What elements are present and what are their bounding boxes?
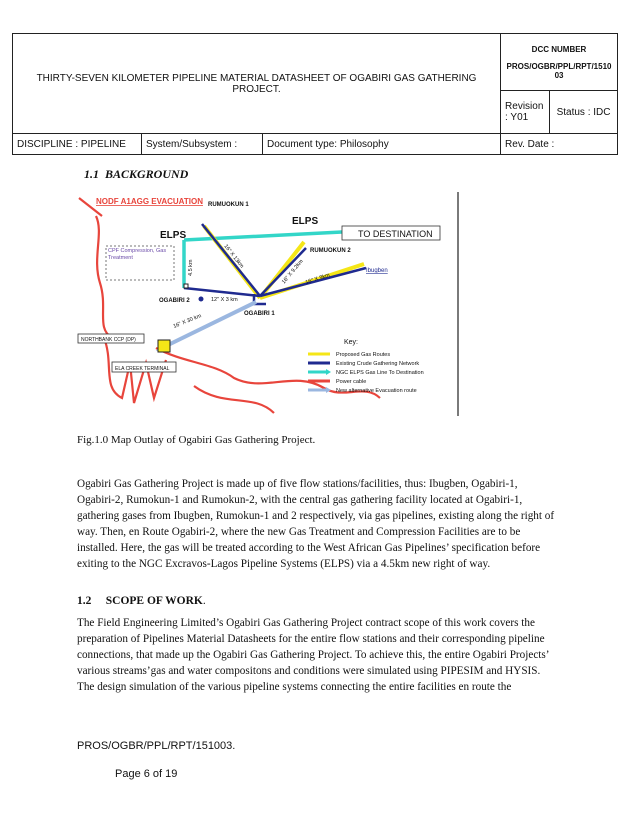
map-title: NODF A1AGG EVACUATION [96, 197, 203, 206]
label-cpf: CPF Compression, Gas Treatment [108, 248, 167, 261]
legend-arrow-alternative [326, 387, 331, 393]
document-header [12, 33, 618, 155]
label-ogabiri1: OGABIRI 1 [244, 311, 275, 317]
dcc-label: DCC NUMBER [531, 44, 587, 54]
label-ela-creek: ELA CREEK TERMINAL [115, 366, 170, 372]
section-heading-scope [77, 595, 206, 607]
scope-title: SCOPE OF WORK [105, 595, 203, 607]
label-destination: TO DESTINATION [358, 229, 433, 239]
legend-label-alternative: New alternative Evacuation route [336, 388, 417, 394]
label-ogabiri2: OGABIRI 2 [159, 298, 190, 304]
label-rumuokun2: RUMUOKUN 2 [310, 248, 351, 254]
system-cell: System/Subsystem : [142, 134, 263, 155]
label-dist-5: 16" X 30 km [172, 313, 203, 330]
legend-label-proposed: Proposed Gas Routes [336, 352, 391, 358]
legend-title: Key: [344, 339, 359, 346]
scope-number: 1.2 [77, 595, 92, 607]
figure-caption: Fig.1.0 Map Outlay of Ogabiri Gas Gathering Project. [77, 434, 316, 446]
legend-label-ngc: NGC ELPS Gas Line To Destination [336, 370, 424, 376]
label-dist-1: 16" X 13km [222, 243, 245, 270]
cpf-marker [184, 284, 188, 288]
scope-dot: . [202, 595, 206, 607]
label-dist-3: 16" X 9km [304, 272, 331, 286]
map-figure [74, 188, 470, 420]
label-dist-2: 16" X 9.2km [280, 258, 305, 286]
doc-type-cell: Document type: Philosophy [263, 134, 501, 155]
legend-label-power: Power cable [336, 379, 367, 385]
label-northbank: NORTHBANK CCP (DP) [81, 337, 136, 343]
section-heading-background: 1.1 BACKGROUND [84, 167, 189, 181]
document-title: THIRTY-SEVEN KILOMETER PIPELINE MATERIAL DATASHEET OF OGABIRI GAS GATHERING PROJECT. [13, 34, 501, 134]
label-dist-4: 12" X 3 km [211, 297, 238, 303]
footer-page-number: Page 6 of 19 [115, 768, 178, 780]
ogabiri2-marker [199, 297, 204, 302]
label-ibugben: Ibugben [366, 268, 388, 274]
scope-paragraph: The Field Engineering Limited’s Ogabiri Gas Gathering Project contract scope of this work covers the preparation of Pipelines Material Datasheets for the entire flow stations and their corresponding pipeline connections, that made up the Ogabiri Gas Gathering Project. To achieve this, the entire Ogabiri Projects’ various streams’gas and water compositons and conditions were simulated using PIPESIM and HYSIS. The design simulation of the various pipeline systems connecting the entire facilities en route the [77, 617, 549, 693]
rev-date-cell: Rev. Date : [501, 134, 618, 155]
dcc-value: PROS/OGBR/PPL/RPT/151003 [506, 61, 612, 80]
map-legend [308, 339, 424, 394]
revision-cell: Revision : Y01 [501, 91, 550, 134]
dcc-number-cell [501, 34, 618, 91]
background-paragraph: Ogabiri Gas Gathering Project is made up of five flow stations/facilities, thus: Ibugben, Ogabiri-1, Ogabiri-2, Rumokun-1 and Rumokun-2, with the central gas gathering facility located at Ogabiri-1, gathering gases from Ibugben, Rumokun-1 and 2 respectively, via gas pipelines, existing along the right of way. Then, en Route Ogabiri-2, where the new Gas Treatment and Compression Facilities are to be installed. Here, the gas will be treated according to the West African Gas Pipelines’ specification before exiting to the NGC Excravos-Lagos Pipeline Systems (ELPS) via a 4.5km new right of way. [77, 478, 555, 570]
power-cable-lines [79, 198, 380, 413]
status-cell: Status : IDC [550, 91, 618, 134]
legend-label-existing: Existing Crude Gathering Network [336, 361, 420, 367]
label-elps-left: ELPS [160, 230, 187, 241]
northbank-marker [158, 340, 170, 352]
label-dist-45: 4.5 km [188, 259, 194, 276]
footer-doc-number: PROS/OGBR/PPL/RPT/151003. [77, 740, 236, 752]
label-elps-right: ELPS [292, 216, 319, 227]
legend-arrow-ngc [326, 369, 331, 375]
label-rumuokun1: RUMUOKUN 1 [208, 202, 249, 208]
discipline-cell: DISCIPLINE : PIPELINE [13, 134, 142, 155]
